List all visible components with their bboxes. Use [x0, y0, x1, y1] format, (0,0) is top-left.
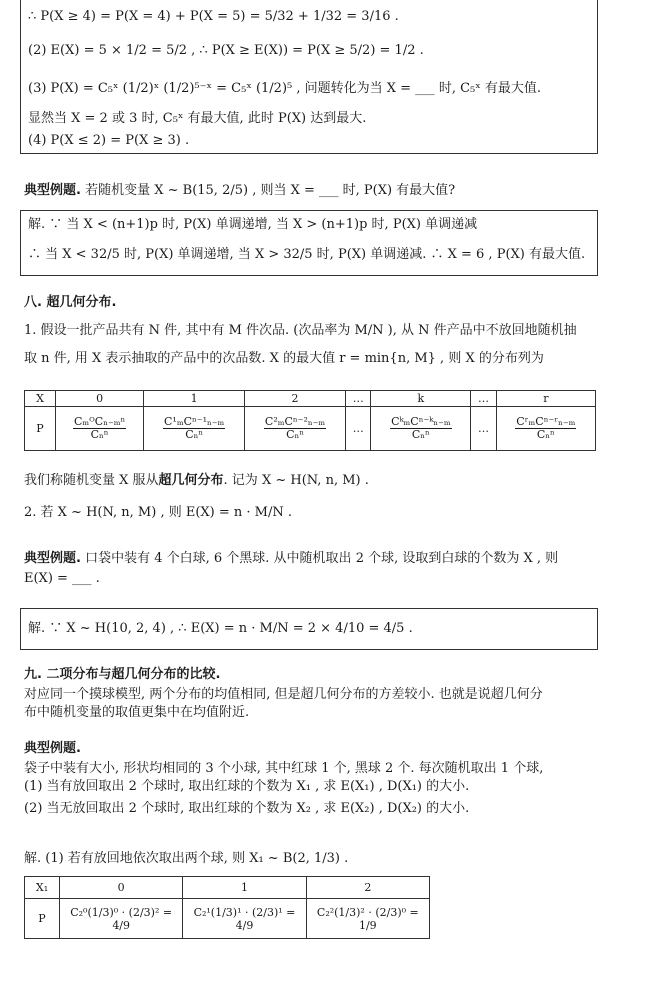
top-line-2: (2) E(X) = 5 × 1/2 = 5/2 , ∴ P(X ≥ E(X)) = P(X ≥ 5/2) = 1/2 . — [28, 43, 424, 58]
table-header-cell: 0 — [56, 391, 144, 407]
top-line-1: ∴ P(X ≥ 4) = P(X = 4) + P(X = 5) = 5/32 + 1/32 = 3/16 . — [28, 9, 399, 24]
example1-question — [24, 182, 455, 200]
example3-line-2: (1) 当有放回取出 2 个球时, 取出红球的个数为 X₁ , 求 E(X₁) , D(X₁) 的大小. — [24, 779, 470, 794]
table-header-cell: 0 — [60, 877, 183, 899]
example2-text-line-2: E(X) = ___ . — [24, 571, 100, 586]
top-line-4: 显然当 X = 2 或 3 时, C₅ˣ 有最大值, 此时 P(X) 达到最大. — [28, 111, 367, 126]
section9-line-1: 对应同一个摸球模型, 两个分布的均值相同, 但是超几何分布的方差较小. 也就是说超几何分 — [24, 687, 543, 702]
table-header-cell: r — [496, 391, 595, 407]
table-cell — [56, 407, 144, 451]
example2-solution: 解. ∵ X ~ H(10, 2, 4) , ∴ E(X) = n · M/N = 2 × 4/10 = 4/5 . — [28, 621, 413, 636]
cell-numerator: C¹ₘCⁿ⁻¹ₙ₋ₘ — [164, 415, 225, 428]
section9-title: 九. 二项分布与超几何分布的比较. — [24, 667, 221, 682]
table-cell: … — [346, 407, 371, 451]
section8-title: 八. 超几何分布. — [24, 295, 117, 310]
table-header-cell: 1 — [183, 877, 306, 899]
cell-denominator: Cₙⁿ — [286, 428, 305, 441]
example3-line-1: 袋子中装有大小, 形状均相同的 3 个小球, 其中红球 1 个, 黑球 2 个. 每次随机取出 1 个球, — [24, 761, 544, 776]
table-cell: C₂²(1/3)² · (2/3)⁰ = 1/9 — [306, 899, 429, 939]
example2-text-line-1: 口袋中装有 4 个白球, 6 个黑球. 从中随机取出 2 个球, 设取到白球的个数为 X , 则 — [85, 551, 559, 566]
cell-numerator: C²ₘCⁿ⁻²ₙ₋ₘ — [264, 415, 326, 428]
cell-denominator: Cₙⁿ — [536, 428, 555, 441]
table-cell: C₂⁰(1/3)⁰ · (2/3)² = 4/9 — [60, 899, 183, 939]
example3-label: 典型例题. — [24, 741, 81, 756]
table-cell: C₂¹(1/3)¹ · (2/3)¹ = 4/9 — [183, 899, 306, 939]
binomial-distribution-table — [24, 876, 430, 939]
section8-paragraph-1-line-1: 1. 假设一批产品共有 N 件, 其中有 M 件次品. (次品率为 M/N ), 从 N 件产品中不放回地随机抽 — [24, 323, 577, 338]
table-header-row — [25, 391, 596, 407]
definition-prefix: 我们称随机变量 X 服从 — [24, 473, 159, 488]
section9-line-2: 布中随机变量的取值更集中在均值附近. — [24, 705, 250, 720]
section8-paragraph-2: 2. 若 X ~ H(N, n, M) , 则 E(X) = n · M/N . — [24, 505, 292, 520]
example1-solution-line-2: ∴ 当 X < 32/5 时, P(X) 单调递增, 当 X > 32/5 时, P(X) 单调递减. ∴ X = 6 , P(X) 有最大值. — [28, 247, 586, 262]
table-header-cell: … — [471, 391, 496, 407]
table-cell — [245, 407, 346, 451]
table-header-cell: … — [346, 391, 371, 407]
example2-label: 典型例题. — [24, 551, 81, 566]
table-cell — [496, 407, 595, 451]
table-cell: … — [471, 407, 496, 451]
top-line-3: (3) P(X) = C₅ˣ (1/2)ˣ (1/2)⁵⁻ˣ = C₅ˣ (1/2)⁵ , 问题转化为当 X = ___ 时, C₅ˣ 有最大值. — [28, 81, 542, 96]
cell-denominator: Cₙⁿ — [411, 428, 430, 441]
cell-numerator: CʳₘCⁿ⁻ʳₙ₋ₘ — [516, 415, 576, 428]
cell-denominator: Cₙⁿ — [185, 428, 204, 441]
example1-solution-line-1: 解. ∵ 当 X < (n+1)p 时, P(X) 单调递增, 当 X > (n+1)p 时, P(X) 单调递减 — [28, 217, 478, 232]
example3-line-3: (2) 当无放回取出 2 个球时, 取出红球的个数为 X₂ , 求 E(X₂) , D(X₂) 的大小. — [24, 801, 470, 816]
example1-text: 若随机变量 X ~ B(15, 2/5) , 则当 X = ___ 时, P(X) 有最大值? — [85, 183, 456, 198]
table-header-cell: 1 — [144, 391, 245, 407]
table-header-row — [25, 877, 430, 899]
table-row-label: P — [25, 407, 56, 451]
table-cell — [144, 407, 245, 451]
table-header-cell: 2 — [306, 877, 429, 899]
section8-definition — [24, 472, 369, 490]
cell-denominator: Cₙⁿ — [90, 428, 109, 441]
example1-label: 典型例题. — [24, 183, 81, 198]
table-row — [25, 407, 596, 451]
cell-numerator: CᵏₘCⁿ⁻ᵏₙ₋ₘ — [391, 415, 451, 428]
top-line-5: (4) P(X ≤ 2) = P(X ≥ 3) . — [28, 133, 190, 148]
definition-suffix: . 记为 X ~ H(N, n, M) . — [223, 473, 369, 488]
table-header-cell: X₁ — [25, 877, 60, 899]
definition-term: 超几何分布 — [158, 473, 224, 488]
section8-paragraph-1-line-2: 取 n 件, 用 X 表示抽取的产品中的次品数. X 的最大值 r = min{n, M} , 则 X 的分布列为 — [24, 351, 544, 366]
example3-solution: 解. (1) 若有放回地依次取出两个球, 则 X₁ ~ B(2, 1/3) . — [24, 851, 349, 866]
table-cell — [371, 407, 471, 451]
table-header-cell: X — [25, 391, 56, 407]
hypergeometric-distribution-table — [24, 390, 596, 451]
table-row — [25, 899, 430, 939]
table-header-cell: 2 — [245, 391, 346, 407]
table-header-cell: k — [371, 391, 471, 407]
example2-question — [24, 550, 558, 568]
cell-numerator: CₘᴼCₙ₋ₘⁿ — [73, 415, 126, 428]
table-row-label: P — [25, 899, 60, 939]
